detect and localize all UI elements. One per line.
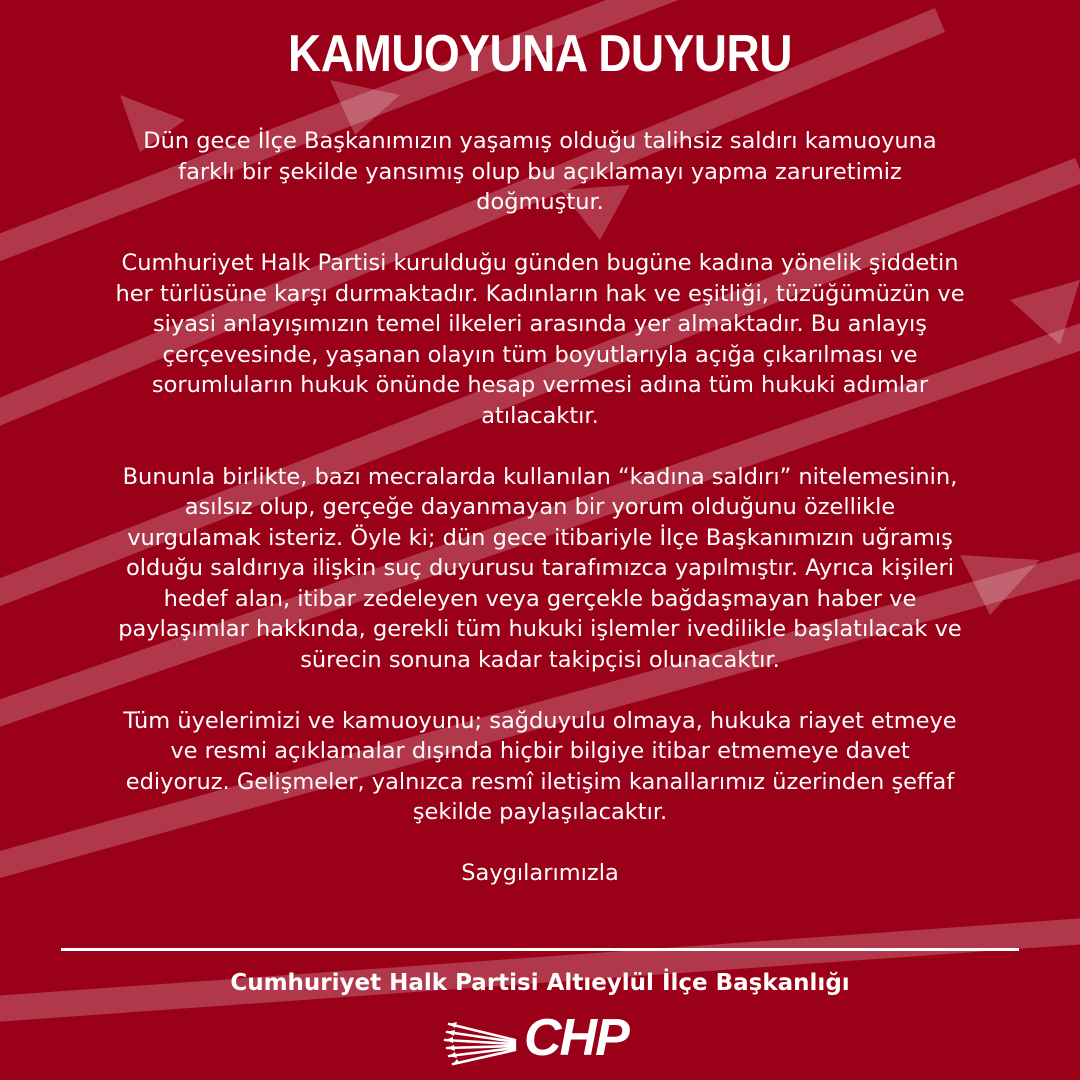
- announcement-title: KAMUOYUNA DUYURU: [288, 23, 792, 83]
- chp-logo-text: CHP: [524, 1009, 628, 1067]
- divider: [61, 948, 1019, 951]
- six-arrows-icon: [443, 1014, 523, 1066]
- organization-name: Cumhuriyet Halk Partisi Altıeylül İlçe Başkanlığı: [230, 970, 850, 996]
- announcement-body: [40, 126, 1040, 889]
- paragraph-3: Bununla birlikte, bazı mecralarda kullanılan “kadına saldırı” nitelemesinin, asılsız olup, gerçeğe dayanmayan bir yorum olduğunu özellikle vurgulamak isteriz. Öyle ki; dün gece itibariyle İlçe Başkanımızın uğramış olduğu saldırıya ilişkin suç duyurusu tarafımızca yapılmıştır. Ayrıca kişileri hedef alan, itibar zedeleyen veya gerçekle bağdaşmayan haber ve paylaşımlar hakkında, gerekli tüm hukuki işlemler ivedilikle başlatılacak ve sürecin sonuna kadar takipçisi olunacaktır.: [118, 463, 962, 673]
- signoff: Saygılarımızla: [461, 860, 619, 886]
- paragraph-2: Cumhuriyet Halk Partisi kurulduğu günden bugüne kadına yönelik şiddetin her türlüsüne karşı durmaktadır. Kadınların hak ve eşitliği, tüzüğümüzün ve siyasi anlayışımızın temel ilkeleri arasında yer almaktadır. Bu anlayış çerçevesinde, yaşanan olayın tüm boyutlarıyla açığa çıkarılması ve sorumluların hukuk önünde hesap vermesi adına tüm hukuki adımlar atılacaktır.: [115, 250, 965, 429]
- paragraph-4: Tüm üyelerimizi ve kamuoyunu; sağduyulu olmaya, hukuka riayet etmeye ve resmi açıklamalar dışında hiçbir bilgiye itibar etmemeye davet ediyoruz. Gelişmeler, yalnızca resmî iletişim kanallarımız üzerinden şeffaf şekilde paylaşılacaktır.: [123, 707, 957, 825]
- paragraph-1: Dün gece İlçe Başkanımızın yaşamış olduğu talihsiz saldırı kamuoyuna farklı bir şekilde yansımış olup bu açıklamayı yapma zaruretimiz doğmuştur.: [143, 128, 937, 215]
